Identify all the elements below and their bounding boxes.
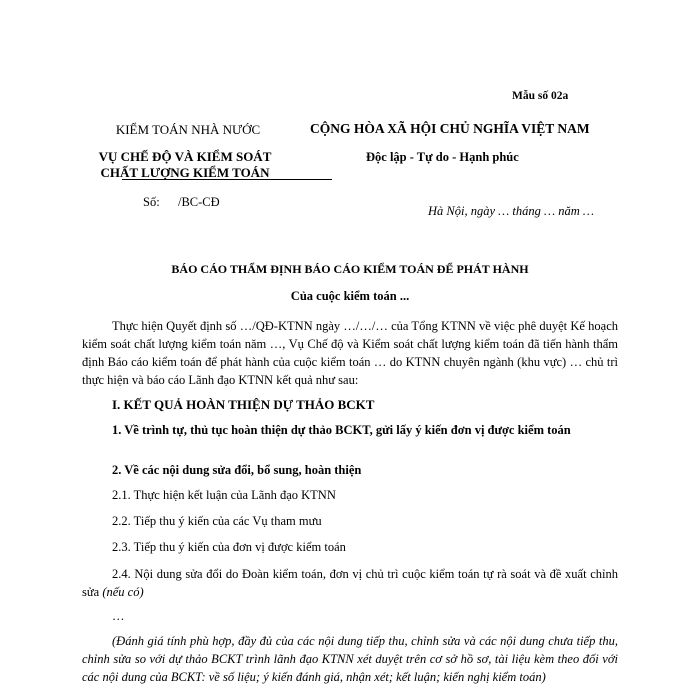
department-name-line1: VỤ CHẾ ĐỘ VÀ KIỂM SOÁT xyxy=(98,149,272,164)
intro-paragraph: Thực hiện Quyết định số …/QĐ-KTNN ngày …/…/… của Tổng KTNN về việc phê duyệt Kế hoạch kiểm soát chất lượng kiểm toán năm …, Vụ Chế độ và Kiểm soát chất lượng kiểm toán đã tiến hành thẩm định Báo cáo kiểm toán để phát hành của cuộc kiểm toán … do KTNN chuyên ngành (khu vực) … chủ trì thực hiện và báo cáo Lãnh đạo KTNN kết quả như sau: xyxy=(82,319,618,387)
national-motto: Độc lập - Tự do - Hạnh phúc xyxy=(366,150,519,164)
nation-title: CỘNG HÒA XÃ HỘI CHỦ NGHĨA VIỆT NAM xyxy=(310,121,590,136)
report-title: BÁO CÁO THẨM ĐỊNH BÁO CÁO KIỂM TOÁN ĐỂ PHÁT HÀNH xyxy=(171,262,529,276)
document-number-suffix: /BC-CĐ xyxy=(178,195,220,209)
item-2-heading: 2. Về các nội dung sửa đổi, bổ sung, hoàn thiện xyxy=(112,463,362,477)
section-heading: I. KẾT QUẢ HOÀN THIỆN DỰ THẢO BCKT xyxy=(112,397,375,412)
item-2-4 xyxy=(82,565,618,601)
item-2-4-note: (nếu có) xyxy=(102,585,144,599)
department-name-line2: CHẤT LƯỢNG KIỂM TOÁN xyxy=(100,165,270,180)
place-date: Hà Nội, ngày … tháng … năm … xyxy=(428,204,594,218)
item-1-heading: 1. Về trình tự, thủ tục hoàn thiện dự thảo BCKT, gửi lấy ý kiến đơn vị được kiểm toán xyxy=(112,423,571,437)
item-2-2: 2.2. Tiếp thu ý kiến của các Vụ tham mưu xyxy=(112,514,322,528)
assessment-note: (Đánh giá tính phù hợp, đầy đủ của các nội dung tiếp thu, chỉnh sửa và các nội dung chưa tiếp thu, chỉnh sửa so với dự thảo BCKT trình lãnh đạo KTNN xét duyệt trên cơ sở hồ sơ, tài liệu kèm theo đối với các nội dung của BCKT: về số liệu; ý kiến đánh giá, nhận xét; kết luận; kiến nghị kiểm toán) xyxy=(82,634,618,684)
item-2-3: 2.3. Tiếp thu ý kiến của đơn vị được kiểm toán xyxy=(112,540,346,554)
item-2-4-text: 2.4. Nội dung sửa đổi do Đoàn kiểm toán, đơn vị chủ trì cuộc kiểm toán tự rà soát và đề xuất chỉnh sửa xyxy=(82,567,618,599)
form-code: Mẫu số 02a xyxy=(512,90,569,102)
item-2-1: 2.1. Thực hiện kết luận của Lãnh đạo KTNN xyxy=(112,488,336,502)
report-subtitle: Của cuộc kiểm toán ... xyxy=(290,289,410,303)
document-number-label: Số: xyxy=(143,195,160,209)
agency-name: KIỂM TOÁN NHÀ NƯỚC xyxy=(115,122,261,137)
header-underline-left xyxy=(122,179,332,180)
ellipsis-line: … xyxy=(112,609,125,623)
